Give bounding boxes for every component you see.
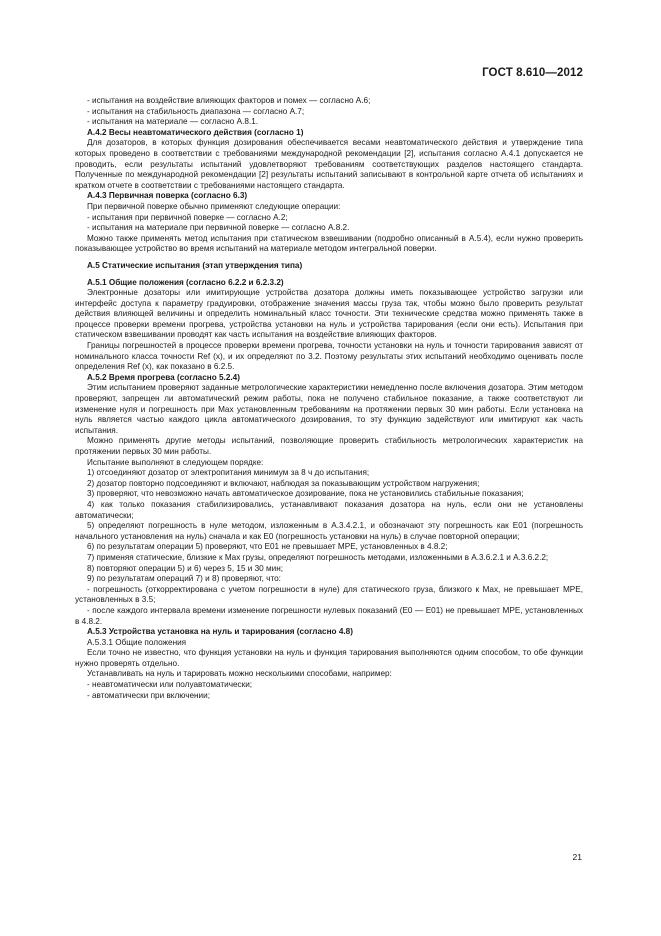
list-item: - испытания на воздействие влияющих факторов и помех — согласно А.6; <box>87 96 371 105</box>
list-item: - погрешность (откорректирована с учетом погрешности в нуле) для статического груза, близкого к Max, не превышает МРЕ, установленных в 3.5; <box>75 584 583 605</box>
section-heading: А.5.1 Общие положения (согласно 6.2.2 и 6.2.3.2) <box>87 277 284 287</box>
list-item: - испытания при первичной поверке — согласно А.2; <box>87 212 288 222</box>
page-number: 21 <box>572 852 582 862</box>
list-item: - неавтоматически или полуавтоматически; <box>87 680 253 690</box>
list-item: - испытания на стабильность диапазона — согласно А.7; <box>87 106 305 116</box>
paragraph: Можно применять другие методы испытаний, позволяющие проверить стабильность метрологических характеристик на протяжении первых 30 мин работы. <box>75 436 583 456</box>
list-item: 5) определяют погрешность в нуле методом, изложенным в А.3.4.2.1, и обозначают эту погрешность как E01 (погрешность начального установления на нуль) сначала и как E0 (погрешность установки на нуль) в случае повторной операции; <box>75 521 583 541</box>
list-item: - после каждого интервала времени изменение погрешности нулевых показаний (E0 — E01) не превышает МРЕ, установленных в 4.8.2. <box>75 605 583 626</box>
paragraph: Можно также применять метод испытания при статическом взвешивании (подробно описанный в А.5.4), если нужно проверить показывающее устройство во время испытаний на материале методом интегральной поверки. <box>75 233 583 254</box>
list-item: 9) по результатам операций 7) и 8) проверяют, что: <box>87 574 281 584</box>
document-body <box>75 96 583 701</box>
section-heading: А.5.2 Время прогрева (согласно 5.2.4) <box>87 372 240 382</box>
paragraph: Этим испытанием проверяют заданные метрологические характеристики немедленно после включения дозатора. Этим методом проверяют, запрещен ли автоматический режим работы, пока не получено стабильное показание, а также соответствуют ли изменение нуля и погрешность при Max установленным требованиям на протяжении первых 30 мин работы. Если установка на нуль является частью каждого цикла автоматического дозирования, то эту функцию задействуют или имитируют как часть испытания. <box>75 383 583 435</box>
list-item: - автоматически при включении; <box>87 690 210 700</box>
subsection-heading: А.5.3.1 Общие положения <box>87 637 187 647</box>
paragraph: Испытание выполняют в следующем порядке: <box>87 457 264 467</box>
list-item: 2) дозатор повторно подсоединяют и включают, наблюдая за показывающим устройством нагружения; <box>87 478 480 488</box>
paragraph: Устанавливать на нуль и тарировать можно несколькими способами, например: <box>87 669 392 679</box>
paragraph: При первичной поверке обычно применяют следующие операции: <box>87 201 341 211</box>
list-item: 4) как только показания стабилизировались, устанавливают показания дозатора на нуль, если они не установлены автоматически; <box>75 499 583 520</box>
standard-header: ГОСТ 8.610—2012 <box>482 67 583 79</box>
list-item: 6) по результатам операции 5) проверяют, что E01 не превышает МРЕ, установленных в 4.8.2; <box>87 542 448 552</box>
section-heading: А.4.2 Весы неавтоматического действия (согласно 1) <box>87 127 304 137</box>
section-heading: А.4.3 Первичная поверка (согласно 6.3) <box>87 191 248 201</box>
section-heading: А.5 Статические испытания (этап утверждения типа) <box>87 260 303 270</box>
paragraph: Для дозаторов, в которых функция дозирования обеспечивается весами неавтоматического действия и утверждение типа которых проведено в соответствии с требованиями международной рекомендации [2], испытания согласно А.4.1 допускается не проводить, если результаты испытаний удовлетворяют требованиям соответствующих разделов настоящего стандарта. Полученные по международной рекомендации [2] результаты испытаний записывают в контрольной карте отчета об испытаниях и кратком отчете в соответствии с требованиями настоящего стандарта. <box>75 138 583 190</box>
paragraph: Границы погрешностей в процессе проверки времени прогрева, точности установки на нуль и точности тарирования зависят от номинального класса точности Ref (x), и их определяют по 3.2. Поэтому результаты этих испытаний необходимо оценивать после определения Ref (x), как показано в 6.2.5. <box>75 341 583 372</box>
paragraph: Если точно не известно, что функция установки на нуль и функция тарирования выполняются одним способом, то обе функции нужно проверять отдельно. <box>75 648 583 668</box>
list-item: - испытания на материале — согласно А.8.1. <box>87 117 259 127</box>
section-heading: А.5.3 Устройства установка на нуль и тарирования (согласно 4.8) <box>87 627 353 637</box>
list-item: 7) применяя статические, близкие к Max грузы, определяют погрешность методами, изложенными в А.3.6.2.1 и А.3.6.2.2; <box>87 552 549 562</box>
list-item: 3) проверяют, что невозможно начать автоматическое дозирование, пока не установились стабильные показания; <box>87 489 524 499</box>
list-item: 1) отсоединяют дозатор от электропитания минимум за 8 ч до испытания; <box>87 468 370 478</box>
paragraph: Электронные дозаторы или имитирующие устройства дозатора должны иметь показывающее устройство загрузки или интерфейс доступа к параметру градуировки, отображение значения массы груза так, чтобы можно было проверить результат действия влияющей величины и определить номинальный класс точности. Эти технические средства можно применять также в процессе проверки времени прогрева, устройства установки на нуль и устройства тарирования (если они есть). Испытания при статическом взвешивании проводят как часть испытания на воздействие влияющих факторов. <box>75 288 583 340</box>
list-item: 8) повторяют операции 5) и 6) через 5, 15 и 30 мин; <box>87 563 284 573</box>
list-item: - испытания на материале при первичной поверке — согласно А.8.2. <box>87 223 350 233</box>
